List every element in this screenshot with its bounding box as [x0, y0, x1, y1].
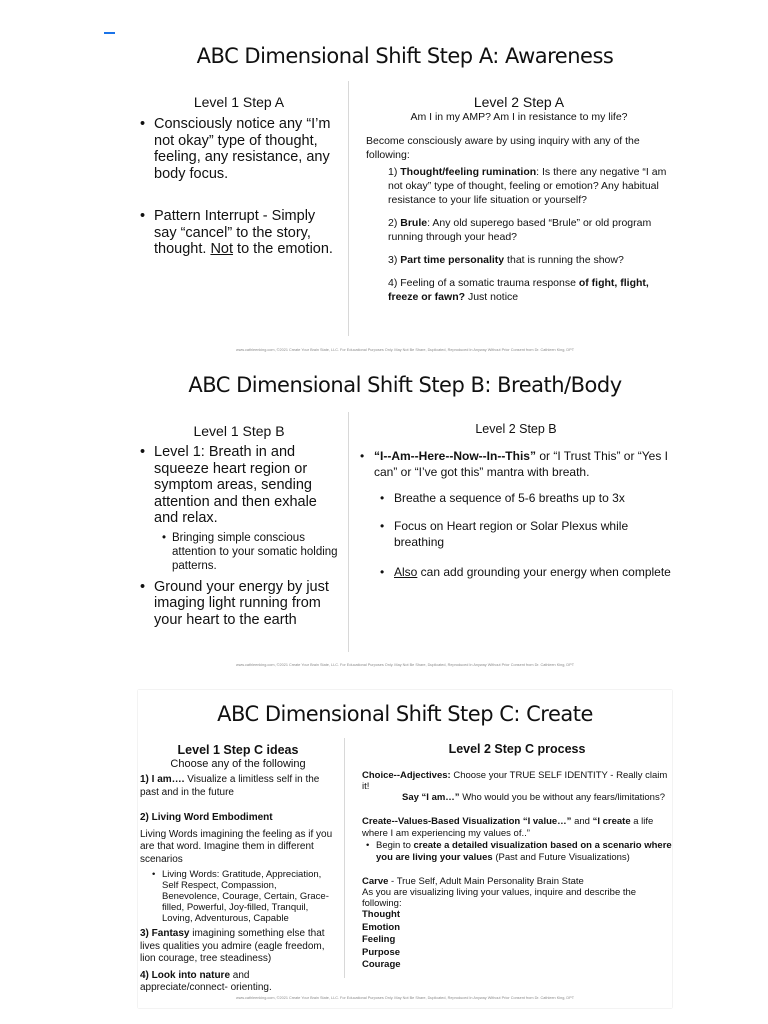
bullet-item: • Level 1: Breath in and squeeze heart region or symptom areas, sending attention and then exhale and relax. [140, 444, 338, 527]
bullet-item: • Consciously notice any “I’m not okay” type of thought, feeling, any resistance, any body focus. [140, 116, 338, 182]
sub-bullet-item: • Living Words: Gratitude, Appreciation, Self Respect, Compassion, Benevolence, Courage, Certain, Grace-filled, Powerful, Joy-filled, Tranquil, Loving, Adventurous, Capable [152, 869, 336, 924]
list-item: 3) Fantasy imagining something else that lives qualities you admire (eagle freedom, lion courage, tree steadiness) [140, 928, 325, 964]
slide-step-a [138, 36, 672, 354]
left-column [140, 743, 336, 995]
left-column [140, 423, 338, 628]
list-item-text: Living Words imagining the feeling as if you are that word. Imagine them in different scenarios [140, 828, 333, 865]
sub-bullet-item: • Breathe a sequence of 5-6 breaths up to 3x [380, 490, 672, 506]
column-heading: Level 2 Step B [475, 422, 557, 436]
say-text: Say “I am…” Who would you be without any fears/limitations? [402, 792, 665, 803]
list-item: Courage [362, 959, 401, 970]
list-item: 2) Brule: Any old superego based “Brule” or old program running through your head? [388, 217, 652, 243]
left-column [140, 94, 338, 258]
column-divider [348, 81, 349, 336]
sub-bullet-item: • Bringing simple conscious attention to your somatic holding patterns. [162, 531, 338, 573]
column-heading: Level 2 Step C process [448, 742, 586, 756]
choice-text: Choice--Adjectives: Choose your TRUE SELF IDENTITY - Really claim it! [362, 770, 668, 792]
column-heading: Level 1 Step A [193, 94, 285, 110]
list-item: 4) Look into nature and appreciate/connect- orienting. [140, 969, 272, 993]
create-text: Create--Values-Based Visualization “I value…” and “I create a life where I am experiencing my values of..” [362, 816, 654, 839]
column-divider [348, 412, 349, 652]
list-item: 3) Part time personality that is running the show? [388, 254, 624, 266]
list-item: 1) I am…. Visualize a limitless self in the past and in the future [140, 774, 320, 798]
right-column [366, 94, 672, 304]
subheading: Am I in my AMP? Am I in resistance to my life? [410, 111, 628, 123]
column-heading: Level 1 Step B [193, 423, 285, 439]
slide-footer: www.cathleenking.com, ©2021 Create Your Brain State, LLC. For Educational Purposes Only. May Not Be Share, Duplicated, Reproduced In Anyway Without Prior Consent from Dr. Cathleen King, DPT [235, 663, 575, 667]
column-heading: Level 2 Step A [473, 94, 565, 110]
intro-text: Become consciously aware by using inquiry with any of the following: [366, 135, 640, 161]
list-item-heading: 2) Living Word Embodiment [140, 812, 273, 823]
list-item: Feeling [362, 934, 396, 945]
slide-title: ABC Dimensional Shift Step B: Breath/Body [188, 373, 622, 397]
slide-footer: www.cathleenking.com, ©2021 Create Your Brain State, LLC. For Educational Purposes Only. May Not Be Share, Duplicated, Reproduced In Anyway Without Prior Consent from Dr. Cathleen King, DPT [235, 996, 575, 1000]
slide-title: ABC Dimensional Shift Step C: Create [217, 702, 593, 726]
bullet-item: • “I--Am--Here--Now--In--This” or “I Trust This” or “Yes I can” or “I’ve got this” mantra with breath. [360, 448, 672, 480]
sub-bullet-item: • Also can add grounding your energy when complete [380, 564, 672, 580]
list-item: 4) Feeling of a somatic trauma response of fight, flight, freeze or fawn? Just notice [388, 277, 649, 303]
column-divider [344, 738, 345, 978]
column-heading: Level 1 Step C ideas [177, 743, 299, 757]
slide-footer: www.cathleenking.com, ©2021 Create Your Brain State, LLC. For Educational Purposes Only. May Not Be Share, Duplicated, Reproduced In Anyway Without Prior Consent from Dr. Cathleen King, DPT [235, 348, 575, 352]
list-item: 1) Thought/feeling rumination: Is there any negative “I am not okay” type of thought, feeling or emotion? Any habitual resistance to your life situation or yourself? [388, 166, 667, 206]
text-cursor [104, 32, 115, 34]
bullet-item: • Ground your energy by just imaging light running from your heart to the earth [140, 579, 338, 629]
right-column [360, 422, 672, 580]
instruction-text: Choose any of the following [170, 758, 306, 770]
carve-instruction: As you are visualizing living your values, inquire and describe the following: [362, 887, 637, 909]
slide-step-c [138, 690, 672, 1008]
slide-step-b [138, 364, 672, 672]
slide-title: ABC Dimensional Shift Step A: Awareness [196, 44, 614, 68]
right-column [362, 742, 672, 972]
list-item: Emotion [362, 921, 400, 933]
sub-bullet-item: • Begin to create a detailed visualization based on a scenario where you are living your values (Past and Future Visualizations) [366, 840, 672, 864]
sub-bullet-item: • Focus on Heart region or Solar Plexus while breathing [380, 518, 672, 550]
bullet-item: • Pattern Interrupt - Simply say “cancel” to the story, thought. Not to the emotion. [140, 208, 338, 258]
list-item: Purpose [362, 946, 401, 958]
list-item: Thought [362, 909, 400, 920]
carve-text: Carve - True Self, Adult Main Personality Brain State [362, 876, 584, 887]
